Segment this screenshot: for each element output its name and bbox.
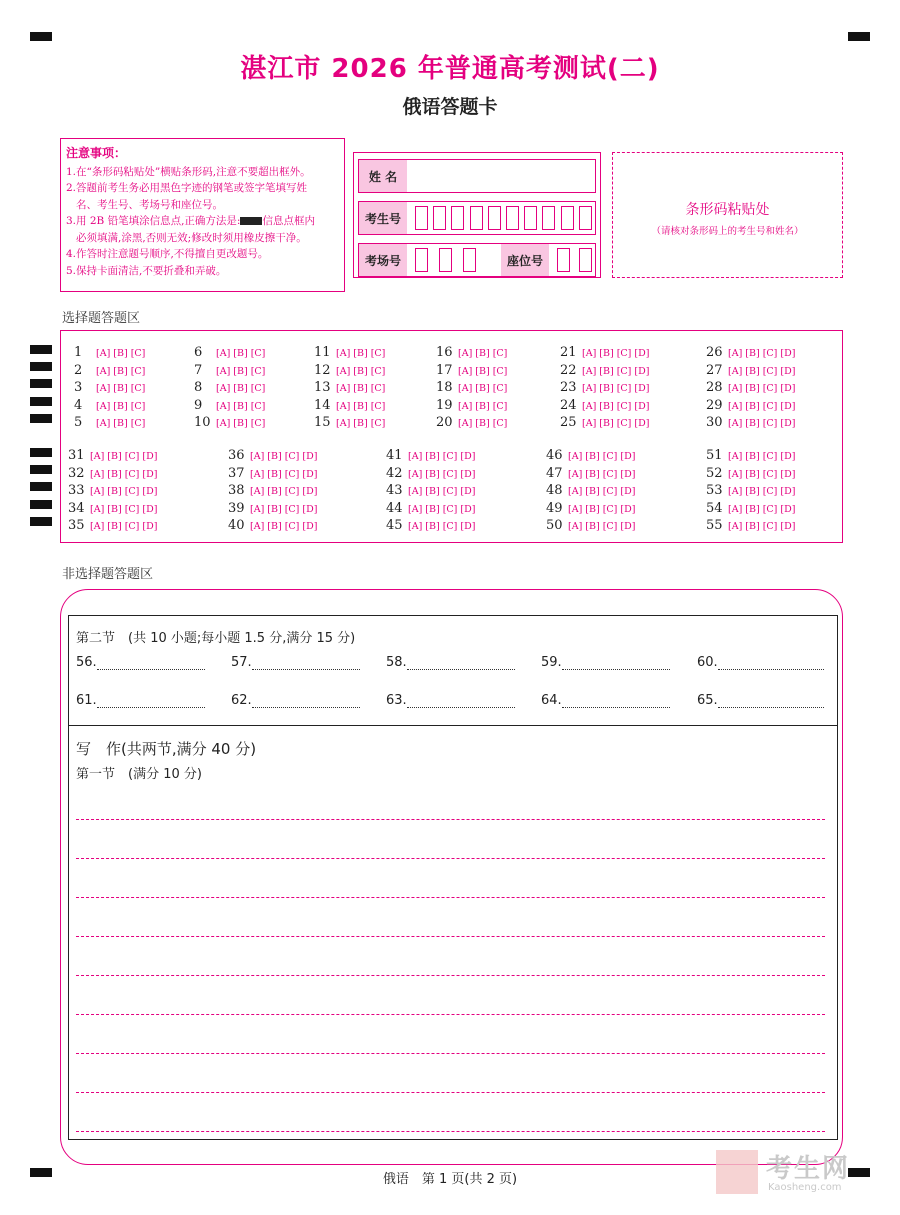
timing-mark: [30, 517, 52, 526]
mc-question[interactable]: [560, 394, 649, 413]
room-label: 考场号: [359, 244, 407, 276]
blank-line[interactable]: [97, 695, 205, 708]
mc-question-number: 28: [706, 380, 723, 395]
mc-question[interactable]: [436, 341, 507, 360]
mc-question-number: 14: [314, 397, 331, 413]
mc-question-number: 18: [436, 380, 453, 395]
mc-options[interactable]: [A] [B] [C] [D]: [728, 451, 796, 462]
mc-options[interactable]: [A] [B] [C]: [96, 400, 146, 412]
mc-question-number: 46: [546, 448, 563, 463]
mc-question-number: 41: [386, 448, 403, 463]
mc-options[interactable]: [A] [B] [C] [D]: [250, 468, 318, 480]
mc-question-number: 31: [68, 448, 85, 463]
mc-question[interactable]: [560, 359, 649, 378]
blank-number: 60.: [697, 655, 718, 670]
answer-blank[interactable]: [76, 655, 205, 670]
writing-heading: 写 作(共两节,满分 40 分): [76, 740, 257, 758]
mc-options[interactable]: [A] [B] [C]: [458, 400, 508, 412]
mc-question[interactable]: [314, 359, 385, 378]
mc-options[interactable]: [A] [B] [C]: [216, 365, 266, 377]
mc-question-number: 35: [68, 518, 85, 533]
mc-question-number: 42: [386, 465, 403, 481]
blank-line[interactable]: [718, 695, 824, 708]
mc-question-number: 4: [74, 397, 83, 413]
mc-question-number: 27: [706, 362, 723, 378]
mc-question[interactable]: [74, 359, 145, 378]
mc-options[interactable]: [A] [B] [C] [D]: [728, 383, 796, 394]
timing-mark: [30, 448, 52, 457]
notice-item-5: 5.保持卡面清洁,不要折叠和弄破。: [66, 264, 227, 277]
timing-mark: [30, 500, 52, 509]
mc-question-number: 16: [436, 345, 453, 360]
mc-options[interactable]: [A] [B] [C] [D]: [582, 400, 650, 412]
writing-line[interactable]: [76, 1131, 825, 1132]
notice-item-3c: 必须填满,涂黑,否则无效;修改时须用橡皮擦干净。: [76, 231, 307, 244]
mc-question[interactable]: [706, 394, 795, 413]
mc-question-number: 53: [706, 483, 723, 498]
exam-number-cell[interactable]: [451, 206, 464, 230]
mc-question[interactable]: [228, 479, 317, 498]
mc-question[interactable]: [386, 514, 475, 533]
mc-question[interactable]: [386, 462, 475, 481]
exam-number-cell[interactable]: [579, 206, 592, 230]
blank-line[interactable]: [718, 657, 824, 670]
blank-line[interactable]: [407, 695, 515, 708]
timing-mark: [30, 397, 52, 406]
mc-question[interactable]: [228, 444, 317, 463]
mc-question[interactable]: [68, 514, 157, 533]
answer-blank[interactable]: [697, 655, 824, 670]
blank-number: 57.: [231, 655, 252, 670]
notice-item-3a: 3.用 2B 铅笔填涂信息点,正确方法是:: [66, 215, 241, 227]
mc-question-number: 37: [228, 465, 245, 481]
mc-question[interactable]: [228, 497, 317, 516]
answer-blank[interactable]: [386, 655, 515, 670]
writing-line[interactable]: [76, 936, 825, 937]
page-footer: 俄语 第 1 页(共 2 页): [382, 1172, 518, 1187]
mc-question[interactable]: [706, 341, 795, 360]
blank-line[interactable]: [407, 657, 515, 670]
mc-options[interactable]: [A] [B] [C]: [336, 400, 386, 412]
mc-options[interactable]: [A] [B] [C] [D]: [90, 486, 158, 497]
mc-options[interactable]: [A] [B] [C] [D]: [408, 521, 476, 532]
mc-question[interactable]: [194, 376, 265, 395]
mc-question[interactable]: [74, 411, 145, 430]
answer-blank[interactable]: [541, 693, 670, 708]
mc-question[interactable]: [706, 376, 795, 395]
mc-question[interactable]: [74, 376, 145, 395]
mc-question[interactable]: [436, 411, 507, 430]
mc-options[interactable]: [A] [B] [C] [D]: [408, 486, 476, 497]
page-subtitle: 俄语答题卡: [402, 96, 498, 118]
mc-question-number: 15: [314, 415, 331, 430]
page-title: 湛江市 2026 年普通高考测试(二): [240, 54, 660, 84]
seat-label: 座位号: [501, 244, 549, 276]
mc-question-number: 39: [228, 500, 245, 516]
mc-question-number: 11: [314, 345, 331, 360]
mc-question[interactable]: [706, 497, 795, 516]
writing-line[interactable]: [76, 975, 825, 976]
mc-question-number: 43: [386, 483, 403, 498]
mc-options[interactable]: [A] [B] [C] [D]: [250, 521, 318, 532]
mc-question[interactable]: [706, 444, 795, 463]
exam-number-label: 考生号: [359, 202, 407, 234]
exam-number-cell[interactable]: [415, 206, 428, 230]
mc-options[interactable]: [A] [B] [C] [D]: [728, 418, 796, 429]
mc-question-number: 20: [436, 415, 453, 430]
mc-question[interactable]: [194, 341, 265, 360]
mc-options[interactable]: [A] [B] [C] [D]: [728, 468, 796, 480]
watermark: [716, 1148, 876, 1198]
mc-section-label: 选择题答题区: [62, 311, 141, 326]
exam-number-cell[interactable]: [524, 206, 537, 230]
blank-number: 56.: [76, 655, 97, 670]
mc-question[interactable]: [194, 411, 265, 430]
mc-question-number: 48: [546, 483, 563, 498]
timing-mark: [30, 379, 52, 388]
mc-options[interactable]: [A] [B] [C] [D]: [568, 451, 636, 462]
mc-question[interactable]: [706, 514, 795, 533]
mc-question-number: 30: [706, 415, 723, 430]
mc-question[interactable]: [68, 479, 157, 498]
notice-item-3: [66, 213, 339, 230]
notice-item-4: 4.作答时注意题号顺序,不得擅自更改题号。: [66, 248, 269, 260]
blank-line[interactable]: [252, 695, 360, 708]
part2-heading: 第二节 (共 10 小题;每小题 1.5 分,满分 15 分): [76, 631, 356, 646]
fill-sample-icon: [240, 217, 262, 225]
answer-blank[interactable]: [541, 655, 670, 670]
mc-options[interactable]: [A] [B] [C] [D]: [90, 521, 158, 532]
mc-question[interactable]: [560, 376, 649, 395]
blank-number: 63.: [386, 693, 407, 708]
mc-options[interactable]: [A] [B] [C]: [96, 365, 146, 377]
barcode-area: [612, 152, 843, 278]
mc-options[interactable]: [A] [B] [C] [D]: [90, 451, 158, 462]
mc-options[interactable]: [A] [B] [C]: [336, 418, 386, 429]
mc-options[interactable]: [A] [B] [C]: [458, 383, 508, 394]
mc-options[interactable]: [A] [B] [C] [D]: [250, 503, 318, 515]
mc-question[interactable]: [68, 497, 157, 516]
mc-question[interactable]: [194, 359, 265, 378]
mc-question-number: 22: [560, 362, 577, 378]
watermark-brand: 考生网: [766, 1154, 851, 1184]
mc-options[interactable]: [A] [B] [C] [D]: [250, 486, 318, 497]
mc-question-number: 23: [560, 380, 577, 395]
blank-number: 61.: [76, 693, 97, 708]
mc-question-number: 17: [436, 362, 453, 378]
mc-question[interactable]: [386, 479, 475, 498]
mc-options[interactable]: [A] [B] [C] [D]: [728, 521, 796, 532]
mc-question[interactable]: [314, 394, 385, 413]
mc-question-number: 34: [68, 500, 85, 516]
mc-question-number: 38: [228, 483, 245, 498]
mc-question-number: 26: [706, 345, 723, 360]
mc-question[interactable]: [560, 411, 649, 430]
mc-question-number: 36: [228, 448, 245, 463]
exam-number-row: [358, 201, 596, 235]
mc-options[interactable]: [A] [B] [C]: [216, 348, 266, 359]
blank-number: 62.: [231, 693, 252, 708]
mc-options[interactable]: [A] [B] [C]: [216, 383, 266, 394]
mc-options[interactable]: [A] [B] [C] [D]: [582, 383, 650, 394]
mc-question-number: 19: [436, 397, 453, 413]
timing-mark: [30, 482, 52, 491]
name-row: [358, 159, 596, 193]
mc-question-number: 21: [560, 345, 577, 360]
mc-question-number: 1: [74, 345, 83, 360]
mc-question-number: 10: [194, 415, 211, 430]
mc-question-number: 47: [546, 465, 563, 481]
answer-blank[interactable]: [697, 693, 824, 708]
student-info-box: [353, 152, 601, 278]
notice-item-1: 1.在“条形码粘贴处”横贴条形码,注意不要超出框外。: [66, 165, 311, 178]
notice-heading: 注意事项：: [66, 146, 127, 160]
mc-options[interactable]: [A] [B] [C] [D]: [568, 503, 636, 515]
blank-number: 59.: [541, 655, 562, 670]
mc-question[interactable]: [706, 359, 795, 378]
mc-options[interactable]: [A] [B] [C] [D]: [568, 486, 636, 497]
exam-number-cell[interactable]: [433, 206, 446, 230]
timing-mark-top-left: [30, 32, 52, 41]
timing-mark: [30, 362, 52, 371]
mc-options[interactable]: [A] [B] [C] [D]: [568, 468, 636, 480]
mc-options[interactable]: [A] [B] [C] [D]: [568, 521, 636, 532]
mc-options[interactable]: [A] [B] [C]: [336, 365, 386, 377]
writing-sub-heading: 第一节 (满分 10 分): [76, 767, 202, 782]
mc-question-number: 13: [314, 380, 331, 395]
blank-line[interactable]: [97, 657, 205, 670]
mc-question-number: 9: [194, 397, 203, 413]
mc-question-number: 5: [74, 415, 83, 430]
exam-number-cell[interactable]: [470, 206, 483, 230]
nonmc-section-label: 非选择题答题区: [62, 567, 154, 582]
exam-number-cell[interactable]: [542, 206, 555, 230]
mc-question-number: 33: [68, 483, 85, 498]
mc-options[interactable]: [A] [B] [C] [D]: [90, 503, 158, 515]
writing-line[interactable]: [76, 819, 825, 820]
exam-number-cell[interactable]: [488, 206, 501, 230]
mc-options[interactable]: [A] [B] [C]: [96, 418, 146, 429]
mc-question[interactable]: [314, 376, 385, 395]
blank-number: 65.: [697, 693, 718, 708]
mc-options[interactable]: [A] [B] [C]: [96, 383, 146, 394]
mc-question-number: 51: [706, 448, 723, 463]
barcode-hint: （请核对条形码上的考生号和姓名）: [651, 226, 804, 237]
section-divider: [68, 725, 838, 726]
mc-options[interactable]: [A] [B] [C]: [458, 348, 508, 359]
mc-question-number: 7: [194, 362, 203, 378]
mc-options[interactable]: [A] [B] [C]: [458, 365, 508, 377]
writing-line[interactable]: [76, 1053, 825, 1054]
mc-question-number: 44: [386, 500, 403, 516]
mc-question[interactable]: [386, 444, 475, 463]
mc-options[interactable]: [A] [B] [C] [D]: [582, 418, 650, 429]
blank-line[interactable]: [562, 657, 670, 670]
mc-question[interactable]: [706, 479, 795, 498]
answer-blank[interactable]: [231, 693, 360, 708]
mc-options[interactable]: [A] [B] [C]: [336, 383, 386, 394]
answer-blank[interactable]: [386, 693, 515, 708]
mc-question[interactable]: [194, 394, 265, 413]
notice-box: [60, 138, 345, 292]
timing-mark: [30, 414, 52, 423]
mc-question[interactable]: [228, 514, 317, 533]
mc-question[interactable]: [386, 497, 475, 516]
mc-options[interactable]: [A] [B] [C] [D]: [728, 486, 796, 497]
mc-question-number: 6: [194, 345, 203, 360]
timing-mark-top-right: [848, 32, 870, 41]
notice-item-3b: 信息点框内: [262, 215, 315, 227]
mc-question-number: 24: [560, 397, 577, 413]
mc-question-number: 3: [74, 380, 83, 395]
mc-question[interactable]: [74, 394, 145, 413]
mc-options[interactable]: [A] [B] [C]: [216, 400, 266, 412]
mc-question[interactable]: [546, 444, 635, 463]
mc-question[interactable]: [560, 341, 649, 360]
room-cell[interactable]: [415, 248, 428, 272]
watermark-url: Kaosheng.com: [768, 1182, 842, 1193]
blank-line[interactable]: [562, 695, 670, 708]
mc-question[interactable]: [546, 514, 635, 533]
mc-question-number: 54: [706, 500, 723, 516]
mc-question[interactable]: [314, 411, 385, 430]
room-seat-row: [358, 243, 596, 277]
blank-number: 64.: [541, 693, 562, 708]
exam-number-cell[interactable]: [506, 206, 519, 230]
mc-options[interactable]: [A] [B] [C] [D]: [582, 348, 650, 359]
mc-question-number: 50: [546, 518, 563, 533]
answer-blank[interactable]: [76, 693, 205, 708]
blank-line[interactable]: [252, 657, 360, 670]
writing-line[interactable]: [76, 1092, 825, 1093]
mc-options[interactable]: [A] [B] [C]: [458, 418, 508, 429]
mc-question-number: 49: [546, 500, 563, 516]
timing-mark: [30, 345, 52, 354]
mc-question[interactable]: [706, 462, 795, 481]
mc-question[interactable]: [546, 462, 635, 481]
name-label: 姓 名: [359, 160, 407, 192]
mc-question[interactable]: [706, 411, 795, 430]
mc-question-number: 52: [706, 465, 723, 481]
mc-options[interactable]: [A] [B] [C] [D]: [408, 451, 476, 462]
mc-question[interactable]: [314, 341, 385, 360]
watermark-logo-icon: [716, 1150, 758, 1194]
mc-options[interactable]: [A] [B] [C] [D]: [90, 468, 158, 480]
seat-cell[interactable]: [579, 248, 592, 272]
mc-question-number: 32: [68, 465, 85, 481]
mc-question-number: 45: [386, 518, 403, 533]
mc-options[interactable]: [A] [B] [C] [D]: [250, 451, 318, 462]
mc-question-number: 25: [560, 415, 577, 430]
mc-question-number: 29: [706, 397, 723, 413]
mc-question-number: 8: [194, 380, 203, 395]
mc-options[interactable]: [A] [B] [C] [D]: [728, 348, 796, 359]
mc-question[interactable]: [436, 359, 507, 378]
timing-mark: [30, 465, 52, 474]
room-cell[interactable]: [439, 248, 452, 272]
barcode-title: 条形码粘贴处: [685, 202, 770, 218]
mc-question-number: 2: [74, 362, 83, 378]
mc-options[interactable]: [A] [B] [C] [D]: [728, 400, 796, 412]
writing-line[interactable]: [76, 858, 825, 859]
mc-question[interactable]: [74, 341, 145, 360]
mc-options[interactable]: [A] [B] [C] [D]: [408, 468, 476, 480]
mc-question[interactable]: [436, 376, 507, 395]
notice-item-2: 2.答题前考生务必用黑色字迹的钢笔或签字笔填写姓: [66, 182, 308, 194]
mc-options[interactable]: [A] [B] [C]: [216, 418, 266, 429]
seat-cell[interactable]: [557, 248, 570, 272]
exam-number-cell[interactable]: [561, 206, 574, 230]
mc-question-number: 12: [314, 362, 331, 378]
mc-options[interactable]: [A] [B] [C] [D]: [728, 365, 796, 377]
mc-options[interactable]: [A] [B] [C] [D]: [582, 365, 650, 377]
writing-line[interactable]: [76, 897, 825, 898]
mc-question[interactable]: [546, 497, 635, 516]
mc-question[interactable]: [68, 462, 157, 481]
mc-options[interactable]: [A] [B] [C] [D]: [408, 503, 476, 515]
mc-question[interactable]: [228, 462, 317, 481]
room-cell[interactable]: [463, 248, 476, 272]
mc-question[interactable]: [546, 479, 635, 498]
mc-question[interactable]: [68, 444, 157, 463]
writing-line[interactable]: [76, 1014, 825, 1015]
notice-item-2b: 名、考生号、考场号和座位号。: [76, 198, 223, 211]
answer-blank[interactable]: [231, 655, 360, 670]
mc-question-number: 40: [228, 518, 245, 533]
blank-number: 58.: [386, 655, 407, 670]
mc-options[interactable]: [A] [B] [C]: [96, 348, 146, 359]
mc-question-number: 55: [706, 518, 723, 533]
mc-options[interactable]: [A] [B] [C]: [336, 348, 386, 359]
mc-question[interactable]: [436, 394, 507, 413]
mc-options[interactable]: [A] [B] [C] [D]: [728, 503, 796, 515]
